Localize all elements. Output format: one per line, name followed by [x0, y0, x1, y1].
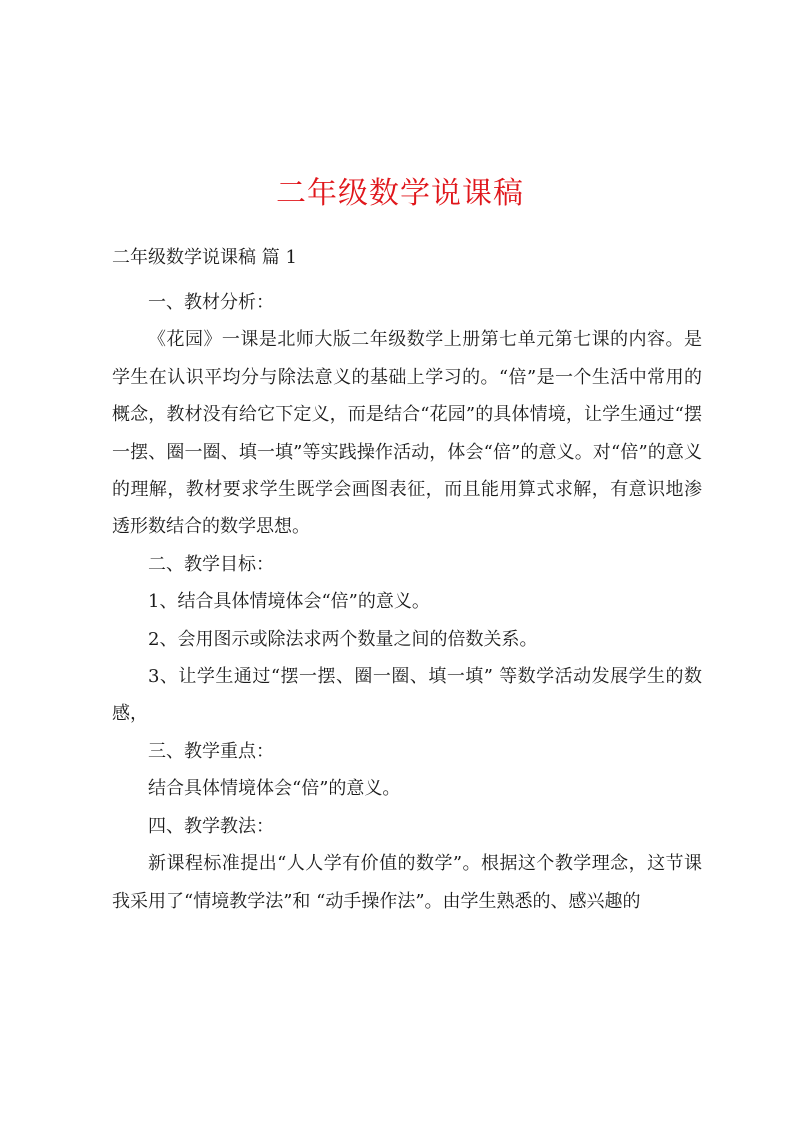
heading-textbook-analysis: 一、教材分析： — [148, 292, 274, 313]
paragraph-teaching-methods: 新课程标准提出“人人学有价值的数学”。根据这个教学理念，这节课我采用了“情境教学法”和 “动手操作法”。由学生熟悉的、感兴趣的 — [112, 853, 702, 912]
heading-teaching-methods: 四、教学教法： — [148, 815, 274, 837]
heading-teaching-focus: 三、教学重点： — [148, 740, 274, 762]
heading-teaching-goals: 二、教学目标： — [148, 553, 274, 575]
goal-item-1: 1、结合具体情境体会“倍”的意义。 — [148, 591, 430, 613]
document-body — [112, 284, 702, 920]
paragraph-textbook-analysis: 《花园》一课是北师大版二年级数学上册第七单元第七课的内容。是学生在认识平均分与除法意义的基础上学习的。“倍”是一个生活中常用的概念，教材没有给它下定义，而是结合“花园”的具体情境，让学生通过“摆一摆、圈一圈、填一填”等实践操作活动，体会“倍”的意义。对“倍”的意义的理解，教材要求学生既学会画图表征，而且能用算式求解，有意识地渗透形数结合的数学思想。 — [112, 329, 702, 538]
paragraph-teaching-focus: 结合具体情境体会“倍”的意义。 — [148, 778, 401, 800]
goal-item-3: 3、让学生通过“摆一摆、圈一圈、填一填” 等数学活动发展学生的数感， — [112, 666, 702, 725]
document-title: 二年级数学说课稿 — [276, 176, 524, 211]
goal-item-2: 2、会用图示或除法求两个数量之间的倍数关系。 — [148, 628, 538, 650]
section-heading: 二年级数学说课稿 篇 1 — [112, 247, 297, 268]
